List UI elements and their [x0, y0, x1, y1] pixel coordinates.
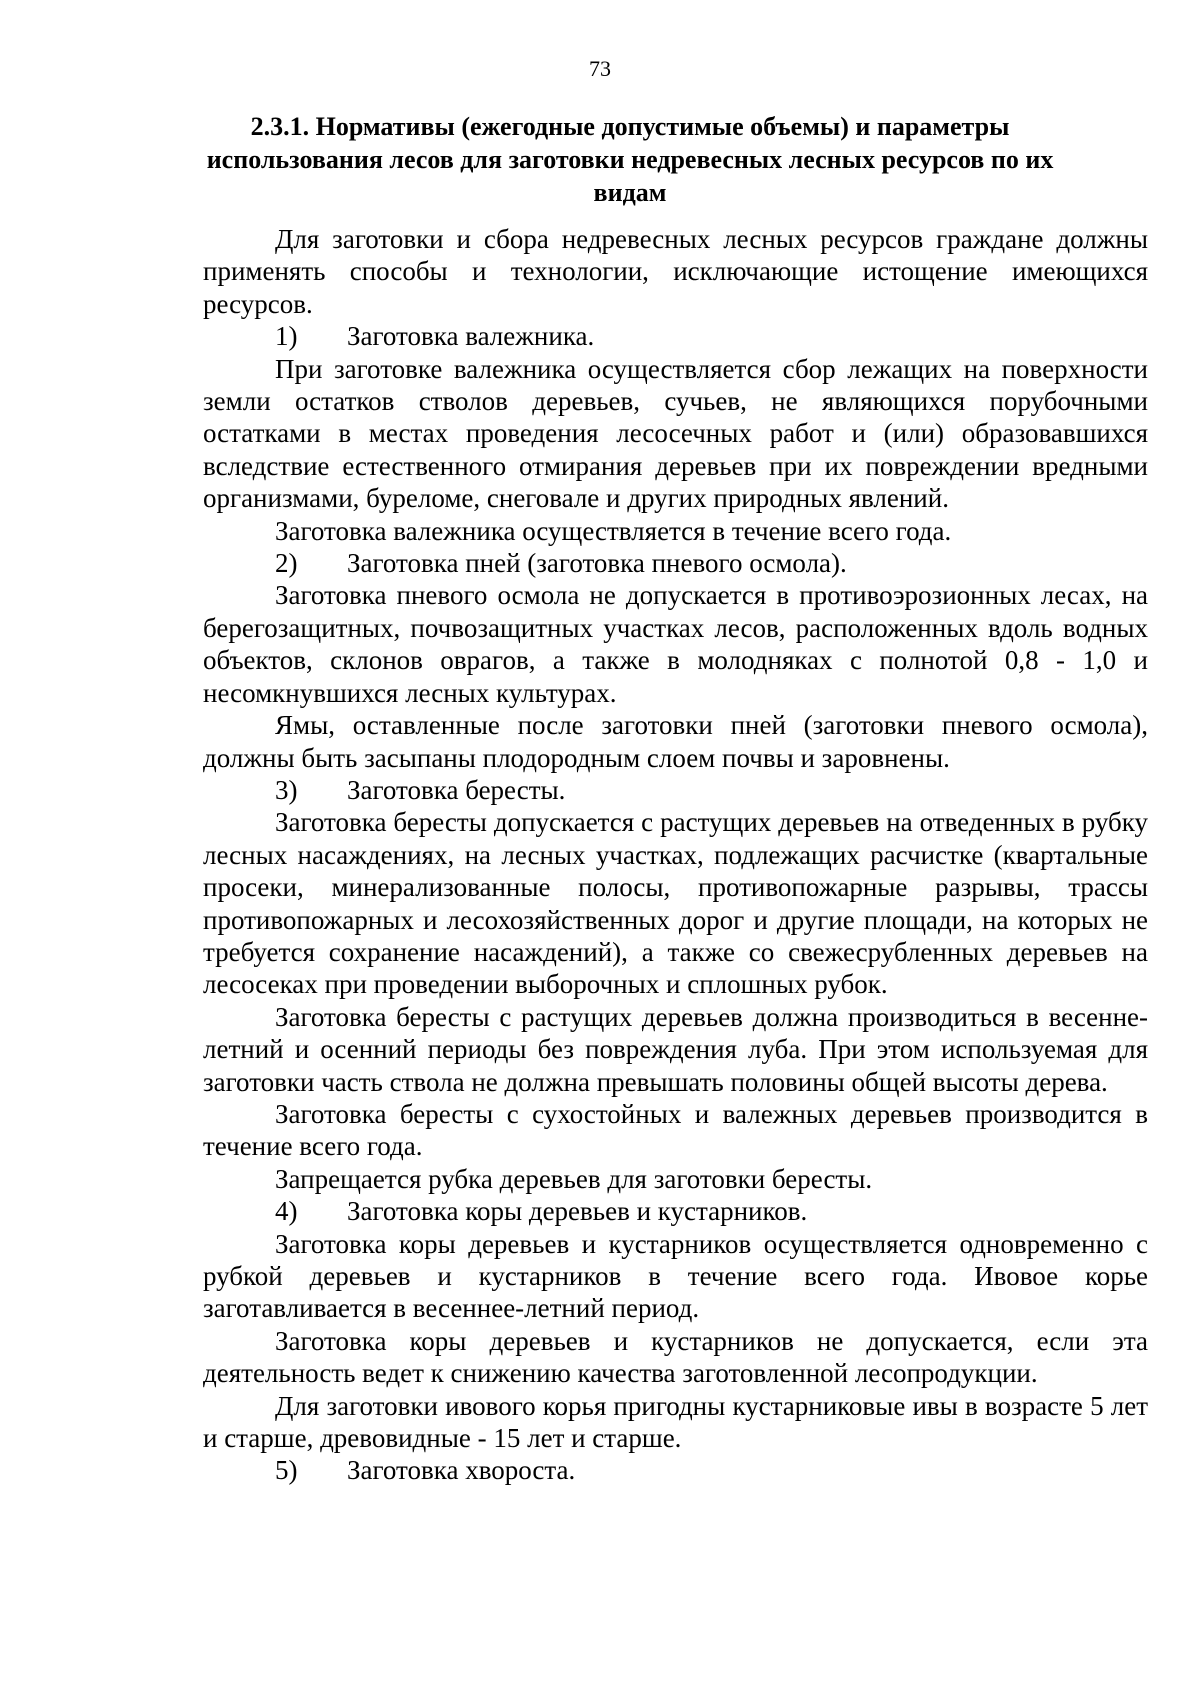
paragraph: Заготовка бересты с сухостойных и валежных деревьев производится в течение всего года. — [203, 1098, 1148, 1162]
paragraph: Заготовка коры деревьев и кустарников не допускается, если эта деятельность ведет к снижению качества заготовленной лесопродукции. — [203, 1325, 1148, 1389]
section-heading: 2.3.1. Нормативы (ежегодные допустимые объемы) и параметры использования лесов для заготовки недревесных лесных ресурсов по их видам — [206, 112, 1054, 207]
paragraph: Заготовка коры деревьев и кустарников осуществляется одновременно с рубкой деревьев и кустарников в течение всего года. Ивовое корье заготавливается в весеннее-летний период. — [203, 1228, 1148, 1324]
list-item — [203, 547, 1148, 579]
list-item-number: 4) — [275, 1196, 298, 1227]
list-item-number: 2) — [275, 548, 298, 579]
list-item-number: 5) — [275, 1455, 298, 1486]
list-item-text: Заготовка коры деревьев и кустарников. — [347, 1196, 808, 1227]
list-item-text: Заготовка хвороста. — [347, 1455, 576, 1486]
list-item — [203, 320, 1148, 352]
paragraph: Заготовка бересты допускается с растущих деревьев на отведенных в рубку лесных насаждениях, на лесных участках, подлежащих расчистке (квартальные просеки, минерализованные полосы, противопожарные разрывы, трассы противопожарных и лесохозяйственных дорог и другие площади, на которых не требуется сохранение насаждений), а также со свежесрубленных деревьев на лесосеках при проведении выборочных и сплошных рубок. — [203, 807, 1148, 1000]
list-item-text: Заготовка валежника. — [347, 321, 595, 352]
paragraph: Заготовка бересты с растущих деревьев должна производиться в весенне-летний и осенний периоды без повреждения луба. При этом используемая для заготовки часть ствола не должна превышать половины общей высоты дерева. — [203, 1001, 1148, 1097]
paragraph: Ямы, оставленные после заготовки пней (заготовки пневого осмола), должны быть засыпаны плодородным слоем почвы и заровнены. — [203, 710, 1148, 773]
list-item — [203, 1454, 1148, 1486]
body-text — [203, 223, 1148, 1487]
list-item-text: Заготовка пней (заготовка пневого осмола). — [347, 548, 847, 579]
paragraph: Запрещается рубка деревьев для заготовки бересты. — [275, 1163, 873, 1194]
paragraph: Заготовка валежника осуществляется в течение всего года. — [275, 515, 952, 546]
paragraph: При заготовке валежника осуществляется сбор лежащих на поверхности земли остатков стволов деревьев, сучьев, не являющихся порубочными остатками в местах проведения лесосечных работ и (или) образовавшихся вследствие естественного отмирания деревьев при их повреждении вредными организмами, буреломе, снеговале и других природных явлений. — [203, 353, 1148, 514]
list-item-number: 3) — [275, 774, 298, 805]
list-item-text: Заготовка бересты. — [347, 774, 566, 805]
paragraph: Для заготовки ивового корья пригодны кустарниковые ивы в возрасте 5 лет и старше, древовидные - 15 лет и старше. — [203, 1390, 1148, 1454]
paragraph: Заготовка пневого осмола не допускается в противоэрозионных лесах, на берегозащитных, почвозащитных участках лесов, расположенных вдоль водных объектов, склонов оврагов, а также в молодняках с полнотой 0,8 - 1,0 и несомкнувшихся лесных культурах. — [203, 580, 1148, 708]
paragraph: Для заготовки и сбора недревесных лесных ресурсов граждане должны применять способы и технологии, исключающие истощение имеющихся ресурсов. — [203, 224, 1148, 319]
page-number: 73 — [589, 56, 611, 81]
list-item — [203, 774, 1148, 806]
list-item-number: 1) — [275, 321, 298, 352]
list-item — [203, 1195, 1148, 1227]
